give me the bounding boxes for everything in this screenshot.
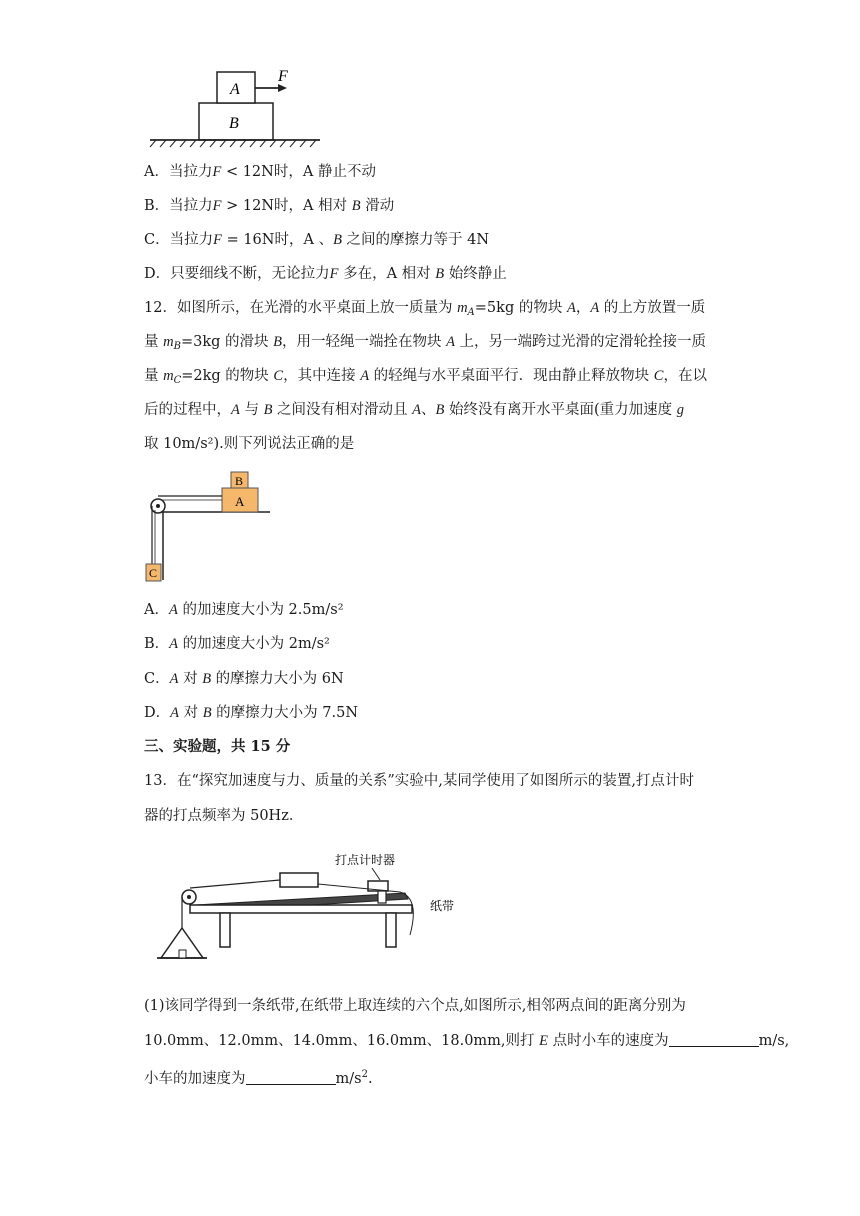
q13-stem-line-1: 13．在“探究加速度与力、质量的关系”实验中,某同学使用了如图所示的装置,打点计时 (144, 773, 694, 789)
option-var: A (169, 671, 179, 687)
option-text: A 静止不动 (302, 164, 376, 180)
option-text: 的加速度大小为 2.5m/s² (177, 602, 344, 618)
option-text: A 相对 (303, 198, 352, 214)
q13-stem-line-2: 器的打点频率为 50Hz． (144, 808, 304, 824)
stem-var: A (446, 334, 455, 350)
block-b-label: B (229, 115, 239, 132)
part-var: E (539, 1033, 548, 1049)
option-text: 的摩擦力大小为 6N (211, 671, 344, 687)
option-var: A (169, 636, 179, 652)
cart (280, 873, 318, 887)
option-letter: A． (144, 602, 169, 618)
option-var: B (333, 232, 342, 248)
timer-post (378, 891, 386, 903)
option-text: A．当拉力 (144, 164, 213, 180)
option-letter: C． (144, 671, 170, 687)
stem-var: A (566, 300, 576, 316)
option-text: 的摩擦力大小为 7.5N (211, 705, 359, 721)
stem-text: ， (575, 300, 591, 316)
stem-text: ，用一轻绳一端拴在物块 (281, 334, 447, 350)
section-heading: 三、实验题，共 15 分 (144, 738, 291, 755)
stem-var: B (435, 402, 445, 418)
part-unit: m/s (335, 1071, 362, 1087)
option-letter: D． (144, 705, 171, 721)
table-leg-right (386, 913, 396, 947)
stem-text: =5kg 的物块 (474, 300, 567, 316)
stem-text: 之间没有相对滑动且 (272, 402, 413, 418)
table-leg-left (220, 913, 230, 947)
option-text: 滑动 (360, 198, 395, 214)
option-var: B (351, 198, 361, 214)
stem-text: 的上方放置一质 (599, 300, 706, 316)
block-b-label: B (235, 474, 244, 488)
q13-part1-line-2 (144, 1031, 789, 1051)
stem-subscript: A (467, 307, 475, 318)
option-var: B (435, 266, 445, 282)
option-text: 对 (178, 671, 203, 687)
stem-var: C (273, 368, 284, 384)
block-a-label: A (235, 494, 245, 509)
option-text: 的加速度大小为 2m/s² (178, 636, 330, 652)
option-var: F (213, 232, 222, 248)
stem-var: A (590, 300, 600, 316)
force-label: F (278, 68, 288, 85)
stem-text: =2kg 的物块 (181, 368, 274, 384)
stem-text: =3kg 的滑块 (180, 334, 274, 350)
tape-label: 纸带 (430, 899, 455, 913)
option-text: = 16N时， (221, 232, 304, 248)
part-sup: 2 (361, 1069, 368, 1080)
stem-text: 上，另一端跨过光滑的定滑轮拴接一质 (454, 334, 707, 350)
option-text: 对 (179, 705, 203, 721)
option-letter: B． (144, 636, 170, 652)
block-a-label: A (230, 81, 240, 98)
option-var: B (202, 671, 212, 687)
q13-part1-line-3 (144, 1065, 373, 1089)
option-text: D．只要细线不断，无论拉力 (144, 266, 330, 282)
part-unit: m/s, (758, 1033, 790, 1049)
stem-text: 的轻绳与水平桌面平行．现由静止释放物块 (369, 368, 654, 384)
table-top (190, 905, 412, 913)
stem-var: B (263, 402, 273, 418)
weight (179, 950, 186, 958)
stem-var: C (653, 368, 664, 384)
stem-text: 量 (144, 368, 164, 384)
part-text: 点时小车的速度为 (548, 1033, 669, 1049)
stem-text: 与 (239, 402, 264, 418)
part-text: 10.0mm、12.0mm、14.0mm、16.0mm、18.0mm,则打 (144, 1033, 540, 1049)
answer-blank-velocity[interactable] (669, 1032, 759, 1047)
option-text: B．当拉力 (144, 198, 213, 214)
option-text: 始终静止 (444, 266, 507, 282)
stem-text: 、 (421, 402, 436, 418)
stem-text: ，其中连接 (283, 368, 361, 384)
stem-var: A (412, 402, 422, 418)
q13-part1-line-1: (1)该同学得到一条纸带,在纸带上取连续的六个点,如图所示,相邻两点间的距离分别为 (144, 998, 686, 1014)
stem-text: ，在以 (663, 368, 707, 384)
timer-label: 打点计时器 (335, 853, 396, 867)
option-var: A (170, 705, 179, 721)
string (190, 880, 280, 888)
stem-subscript: B (173, 341, 181, 352)
option-var: F (212, 198, 222, 214)
stem-var: m (163, 368, 174, 384)
stem-var: A (231, 402, 240, 418)
timer-label-pointer (372, 868, 380, 880)
option-text: A 、 (303, 232, 334, 248)
option-text: > 12N时， (221, 198, 304, 214)
option-var: F (212, 164, 222, 180)
answer-blank-acceleration[interactable] (246, 1070, 336, 1085)
stem-var: m (457, 300, 468, 316)
pulley-axle (187, 895, 191, 899)
stem-text: 始终没有离开水平桌面(重力加速度 (444, 402, 677, 418)
stem-subscript: C (173, 375, 182, 386)
part-text: 小车的加速度为 (144, 1071, 246, 1087)
option-text: 多在，A 相对 (338, 266, 436, 282)
stem-var: m (163, 334, 174, 350)
option-text: C．当拉力 (144, 232, 214, 248)
option-text: 之间的摩擦力等于 4N (341, 232, 490, 248)
stem-var: A (360, 368, 370, 384)
option-var: A (168, 602, 178, 618)
option-text: < 12N时， (221, 164, 303, 180)
stem-text: 12．如图所示，在光滑的水平桌面上放一质量为 (144, 300, 458, 316)
stem-var: g (676, 402, 684, 418)
block-c-label: C (149, 566, 158, 580)
stem-var: B (273, 334, 282, 350)
part-text: . (367, 1071, 373, 1087)
stem-text: 取 10m/s²).则下列说法正确的是 (144, 436, 355, 452)
option-var: B (202, 705, 212, 721)
option-var: F (329, 266, 339, 282)
stem-text: 量 (144, 334, 164, 350)
stem-text: 后的过程中， (144, 402, 231, 418)
